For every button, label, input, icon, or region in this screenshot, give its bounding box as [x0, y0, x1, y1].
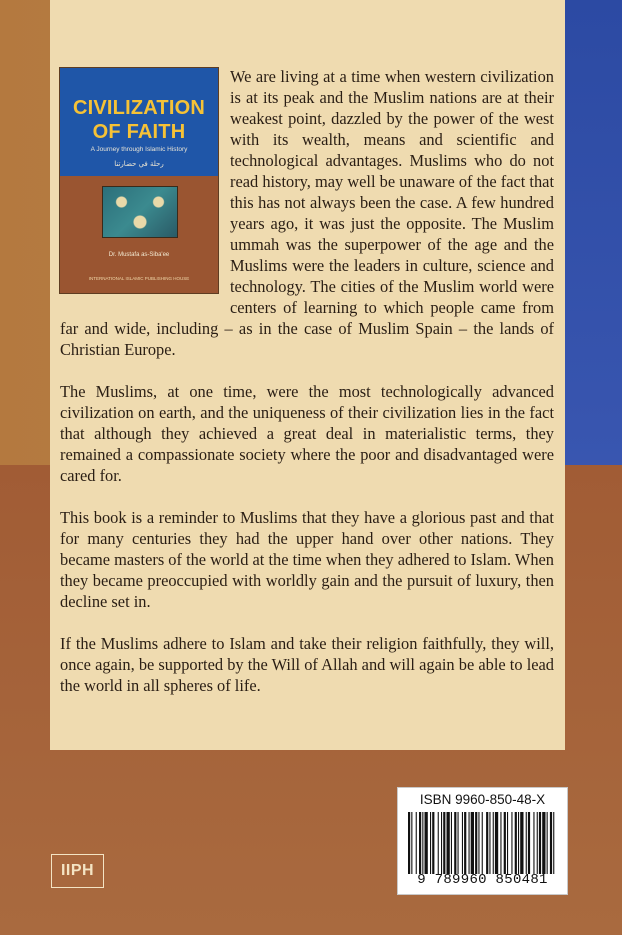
barcode-stripe: [493, 812, 494, 874]
barcode-stripe: [553, 812, 554, 874]
barcode-stripe: [526, 812, 527, 874]
barcode-stripe: [520, 812, 523, 874]
barcode-stripe: [458, 812, 459, 874]
barcode-stripe: [511, 812, 512, 874]
inset-cover-subtitle: A Journey through Islamic History: [90, 146, 188, 153]
barcode-stripe: [500, 812, 501, 874]
barcode-stripe: [537, 812, 538, 874]
paragraph-1-text: We are living at a time when western civilization is at its peak and the Muslim nations are at their weakest point, dazzled by the power of the west with its wealth, means and scientific and technological advantages. Muslims who do not read history, may well be unaware of the fact that this has not always been the case. A few hundred years ago, it was just the opposite. The Muslim ummah was the superpower of the age and the Muslims were the leaders in culture, science and technology. The cities of the Muslim world were centers of learning to which people came from far and wide, including – as in the case of Muslim Spain – the lands of Christian Europe.: [60, 67, 554, 359]
barcode-stripe: [451, 812, 452, 874]
barcode-stripe: [482, 812, 483, 874]
barcode-stripe: [547, 812, 548, 874]
barcode-stripe: [469, 812, 470, 874]
barcode-stripe: [430, 812, 431, 874]
isbn-label: ISBN 9960-850-48-X: [419, 792, 546, 807]
paragraph-4: If the Muslims adhere to Islam and take their religion faithfully, they will, once again, be supported by the Will of Allah and will again be able to lead the world in all spheres of life.: [60, 634, 554, 695]
inset-title-line-2: OF FAITH: [92, 121, 186, 143]
barcode-stripe: [419, 812, 421, 874]
paragraph-3: This book is a reminder to Muslims that they have a glorious past and that for many centuries they had the upper hand over other nations. They became masters of the world at the time when they adhered to Islam. When they became preoccupied with worldly gain and the pursuit of luxury, then decline set in.: [60, 508, 554, 611]
barcode-digits: 9 789960 850481: [417, 872, 548, 888]
barcode-stripe: [515, 812, 517, 874]
barcode-stripe: [507, 812, 508, 874]
cover-blue-stripe: [564, 0, 622, 465]
barcode-stripe: [411, 812, 412, 874]
barcode-stripe: [486, 812, 488, 874]
inset-cover-title: [60, 96, 218, 144]
mosaic-tile-image: [102, 186, 178, 238]
barcode-stripe: [475, 812, 477, 874]
barcode-stripe: [438, 812, 439, 874]
barcode-stripe: [408, 812, 410, 874]
inset-cover-author: Dr. Mustafa as-Siba'ee: [108, 252, 170, 258]
barcode-stripe: [443, 812, 445, 874]
barcode-stripe: [542, 812, 545, 874]
barcode-stripe: [518, 812, 519, 874]
barcode-stripe: [447, 812, 450, 874]
inset-title-line-1: CIVILIZATION: [72, 97, 206, 119]
barcode-stripe: [425, 812, 428, 874]
barcode-stripe: [432, 812, 434, 874]
barcode-stripe: [533, 812, 534, 874]
inset-cover-publisher: INTERNATIONAL ISLAMIC PUBLISHING HOUSE: [88, 276, 190, 281]
inset-book-cover: [60, 68, 218, 293]
barcode-stripe: [504, 812, 506, 874]
barcode-stripe: [539, 812, 541, 874]
barcode-stripe: [416, 812, 417, 874]
barcode-stripe: [489, 812, 490, 874]
barcode-stripe: [454, 812, 456, 874]
inset-cover-arabic-title: رحلة في حضارتنا: [114, 160, 164, 168]
barcode-stripe: [471, 812, 474, 874]
publisher-logo: IIPH: [51, 854, 104, 888]
barcode-box: [397, 787, 568, 895]
barcode-stripe: [550, 812, 552, 874]
barcode-stripe: [441, 812, 442, 874]
barcode-stripe: [422, 812, 423, 874]
paragraph-2: The Muslims, at one time, were the most technologically advanced civilization on earth, and the uniqueness of their civilization lies in the fact that although they achieved a great deal in materialistic terms, they remained a compassionate society where the poor and disadvantaged were cared for.: [60, 382, 554, 485]
barcode-stripe: [478, 812, 479, 874]
barcode-stripe: [464, 812, 466, 874]
barcode-stripe: [528, 812, 530, 874]
barcode-stripe: [462, 812, 463, 874]
barcode-stripe: [495, 812, 498, 874]
barcode-bars: [406, 812, 559, 874]
